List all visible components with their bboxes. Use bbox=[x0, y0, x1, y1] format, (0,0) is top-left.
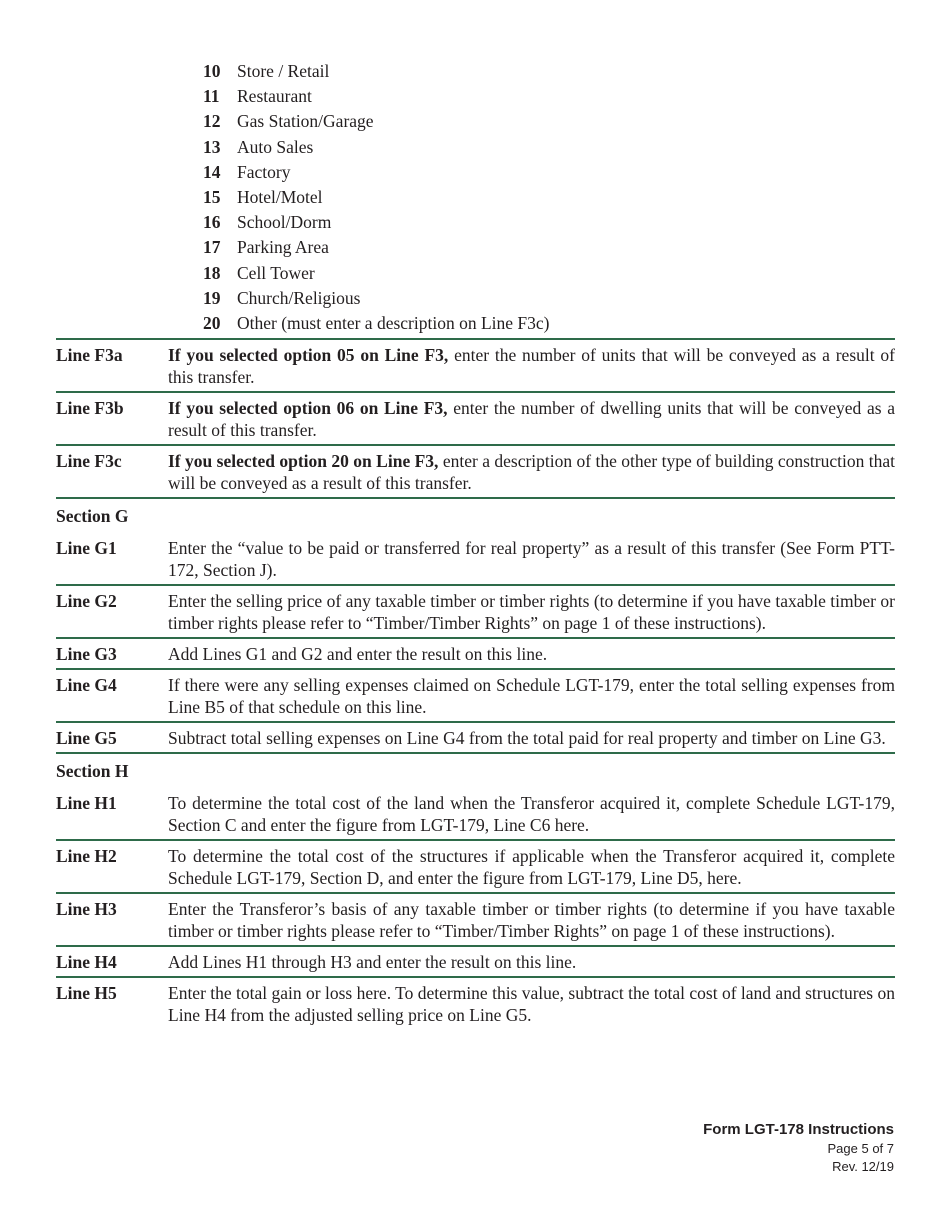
code-number: 20 bbox=[203, 312, 221, 333]
list-item bbox=[203, 286, 549, 311]
code-label: Restaurant bbox=[237, 86, 312, 107]
line-description: To determine the total cost of the land when the Transferor acquired it, complete Schedule LGT-179, Section C and enter the figure from LGT-179, Line C6 here. bbox=[168, 793, 895, 835]
line-label: Line F3b bbox=[56, 398, 124, 418]
code-number: 14 bbox=[203, 161, 221, 182]
list-item bbox=[203, 311, 549, 336]
line-row-g3 bbox=[56, 637, 895, 668]
code-label: Cell Tower bbox=[237, 262, 315, 283]
code-number: 15 bbox=[203, 186, 221, 207]
line-label: Line H1 bbox=[56, 793, 117, 813]
section-h-heading bbox=[56, 752, 895, 788]
code-label: Parking Area bbox=[237, 237, 329, 258]
line-label: Line G3 bbox=[56, 644, 117, 664]
code-number: 11 bbox=[203, 86, 220, 107]
building-type-code-list bbox=[203, 59, 549, 336]
line-description: If you selected option 06 on Line F3, enter the number of dwelling units that will be conveyed as a result of this transfer. bbox=[168, 398, 895, 440]
list-item bbox=[203, 210, 549, 235]
code-label: School/Dorm bbox=[237, 212, 332, 233]
line-row-f3a bbox=[56, 338, 895, 391]
code-number: 17 bbox=[203, 237, 221, 258]
line-description: Enter the Transferor’s basis of any taxable timber or timber rights (to determine if you have taxable timber or timber rights please refer to “Timber/Timber Rights” on page 1 of these instructions). bbox=[168, 899, 895, 941]
line-description: If you selected option 05 on Line F3, enter the number of units that will be conveyed as a result of this transfer. bbox=[168, 345, 895, 387]
line-row-g1 bbox=[56, 533, 895, 584]
line-label: Line F3c bbox=[56, 451, 122, 471]
code-label: Church/Religious bbox=[237, 287, 361, 308]
line-row-h1 bbox=[56, 788, 895, 839]
line-row-h5 bbox=[56, 976, 895, 1029]
list-item bbox=[203, 235, 549, 260]
line-label: Line G4 bbox=[56, 675, 117, 695]
line-label: Line G5 bbox=[56, 728, 117, 748]
line-label: Line H2 bbox=[56, 846, 117, 866]
line-row-f3b bbox=[56, 391, 895, 444]
code-label: Gas Station/Garage bbox=[237, 111, 374, 132]
code-number: 13 bbox=[203, 136, 221, 157]
line-description: Enter the “value to be paid or transferred for real property” as a result of this transfer (See Form PTT-172, Section J). bbox=[168, 538, 895, 580]
revision-date: Rev. 12/19 bbox=[832, 1159, 894, 1174]
line-row-g5 bbox=[56, 721, 895, 752]
page-footer bbox=[703, 1120, 894, 1176]
line-description: To determine the total cost of the structures if applicable when the Transferor acquired it, complete Schedule LGT-179, Section D, and enter the figure from LGT-179, Line D5, here. bbox=[168, 846, 895, 888]
code-label: Hotel/Motel bbox=[237, 186, 323, 207]
list-item bbox=[203, 135, 549, 160]
code-number: 10 bbox=[203, 61, 221, 81]
code-number: 18 bbox=[203, 262, 221, 283]
line-description: Add Lines H1 through H3 and enter the result on this line. bbox=[168, 952, 577, 972]
line-label: Line H5 bbox=[56, 983, 117, 1003]
code-label: Auto Sales bbox=[237, 136, 314, 157]
list-item bbox=[203, 185, 549, 210]
line-description: Subtract total selling expenses on Line G4 from the total paid for real property and timber on Line G3. bbox=[168, 728, 886, 748]
line-row-g4 bbox=[56, 668, 895, 721]
code-label: Other (must enter a description on Line F3c) bbox=[237, 312, 550, 333]
form-name: Form LGT-178 Instructions bbox=[703, 1121, 894, 1138]
section-g-heading bbox=[56, 497, 895, 533]
list-item bbox=[203, 109, 549, 134]
line-label: Line H4 bbox=[56, 952, 117, 972]
section-title: Section G bbox=[56, 506, 129, 526]
line-description: Enter the selling price of any taxable timber or timber rights (to determine if you have taxable timber or timber rights please refer to “Timber/Timber Rights” on page 1 of these instructions). bbox=[168, 591, 895, 633]
section-title: Section H bbox=[56, 761, 129, 781]
code-label: Store / Retail bbox=[237, 61, 330, 81]
line-label: Line G1 bbox=[56, 538, 117, 558]
page-number: Page 5 of 7 bbox=[827, 1141, 894, 1156]
line-description: Enter the total gain or loss here. To determine this value, subtract the total cost of land and structures on Line H4 from the adjusted selling price on Line G5. bbox=[168, 983, 895, 1025]
line-row-f3c bbox=[56, 444, 895, 497]
line-label: Line F3a bbox=[56, 345, 123, 365]
list-item bbox=[203, 59, 549, 84]
line-row-g2 bbox=[56, 584, 895, 637]
code-label: Factory bbox=[237, 161, 291, 182]
line-label: Line H3 bbox=[56, 899, 117, 919]
list-item bbox=[203, 84, 549, 109]
line-row-h4 bbox=[56, 945, 895, 976]
code-number: 16 bbox=[203, 212, 221, 233]
code-number: 12 bbox=[203, 111, 221, 132]
list-item bbox=[203, 261, 549, 286]
line-instructions-table bbox=[56, 338, 895, 1029]
condition-text: If you selected option 06 on Line F3, bbox=[168, 398, 448, 418]
line-description: Add Lines G1 and G2 and enter the result on this line. bbox=[168, 644, 548, 664]
code-number: 19 bbox=[203, 287, 221, 308]
line-label: Line G2 bbox=[56, 591, 117, 611]
line-row-h2 bbox=[56, 839, 895, 892]
condition-text: If you selected option 20 on Line F3, bbox=[168, 451, 439, 471]
list-item bbox=[203, 160, 549, 185]
condition-text: If you selected option 05 on Line F3, bbox=[168, 345, 449, 365]
line-row-h3 bbox=[56, 892, 895, 945]
line-description: If you selected option 20 on Line F3, enter a description of the other type of building construction that will be conveyed as a result of this transfer. bbox=[168, 451, 895, 493]
line-description: If there were any selling expenses claimed on Schedule LGT-179, enter the total selling expenses from Line B5 of that schedule on this line. bbox=[168, 675, 895, 717]
